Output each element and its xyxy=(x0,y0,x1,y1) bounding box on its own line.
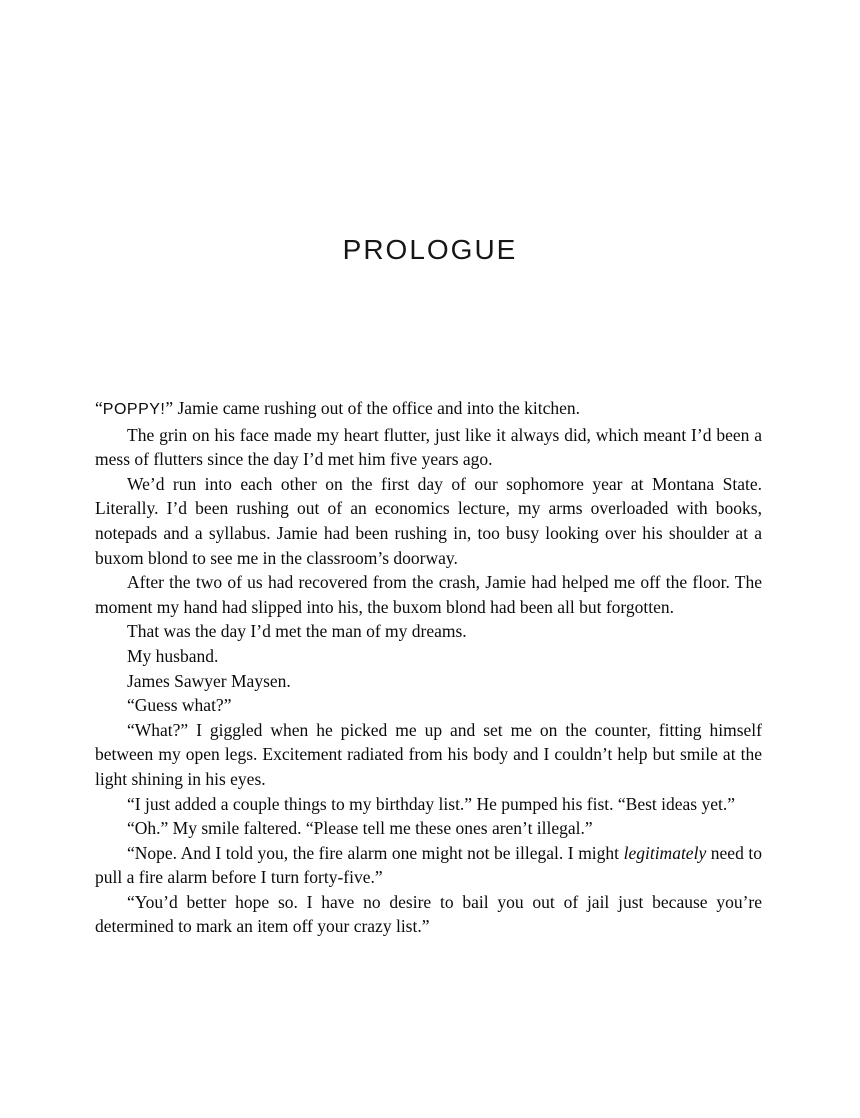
text-run: My husband. xyxy=(127,645,219,666)
text-run: need to pull a fire alarm before I turn forty-five.” xyxy=(95,842,762,888)
paragraph xyxy=(95,423,762,472)
paragraph xyxy=(95,890,762,939)
text-run: After the two of us had recovered from the crash, Jamie had helped me off the floor. The moment my hand had slipped into his, the buxom blond had been all but forgotten. xyxy=(95,572,762,617)
text-run: We’d run into each other on the first day of our sophomore year at Montana State. Literally. I’d been rushing out of an economics lecture, my arms overloaded with books, notepads and a syllabus. Jamie had been rushing in, too busy looking over his shoulder at a buxom blond to see me in the classroom’s doorway. xyxy=(95,473,762,568)
paragraph xyxy=(95,570,762,619)
chapter-title: PROLOGUE xyxy=(342,234,518,265)
text-run: The grin on his face made my heart flutter, just like it always did, which meant I’d been a mess of flutters since the day I’d met him five years ago. xyxy=(95,424,762,470)
text-run: “What?” I giggled when he picked me up and set me on the counter, fitting himself between my open legs. Excitement radiated from his body and I couldn’t help but smile at the light shining in his eyes. xyxy=(95,719,762,789)
italic-word: legitimately xyxy=(623,842,707,863)
paragraph xyxy=(95,792,762,817)
sans-caps-word: POPPY! xyxy=(102,401,166,418)
paragraph xyxy=(95,718,762,792)
paragraph xyxy=(95,396,762,423)
paragraph xyxy=(95,644,762,669)
text-run: “I just added a couple things to my birthday list.” He pumped his fist. “Best ideas yet.” xyxy=(127,793,735,814)
text-run: ” Jamie came rushing out of the office and into the kitchen. xyxy=(165,398,581,418)
text-run: “Nope. And I told you, the fire alarm one might not be illegal. I might xyxy=(127,842,624,863)
text-run: That was the day I’d met the man of my dreams. xyxy=(127,621,467,642)
paragraph xyxy=(95,816,762,841)
paragraph xyxy=(95,619,762,644)
paragraph xyxy=(95,472,762,570)
text-run: “Guess what?” xyxy=(127,695,232,716)
paragraph xyxy=(95,669,762,694)
paragraph xyxy=(95,841,762,890)
paragraph xyxy=(95,693,762,718)
text-run: “You’d better hope so. I have no desire to bail you out of jail just because you’re determined to mark an item off your crazy list.” xyxy=(95,891,762,937)
text-run: “ xyxy=(95,398,103,418)
text-run: James Sawyer Maysen. xyxy=(127,670,291,691)
text-run: “Oh.” My smile faltered. “Please tell me these ones aren’t illegal.” xyxy=(127,818,593,839)
body-text xyxy=(95,396,762,939)
